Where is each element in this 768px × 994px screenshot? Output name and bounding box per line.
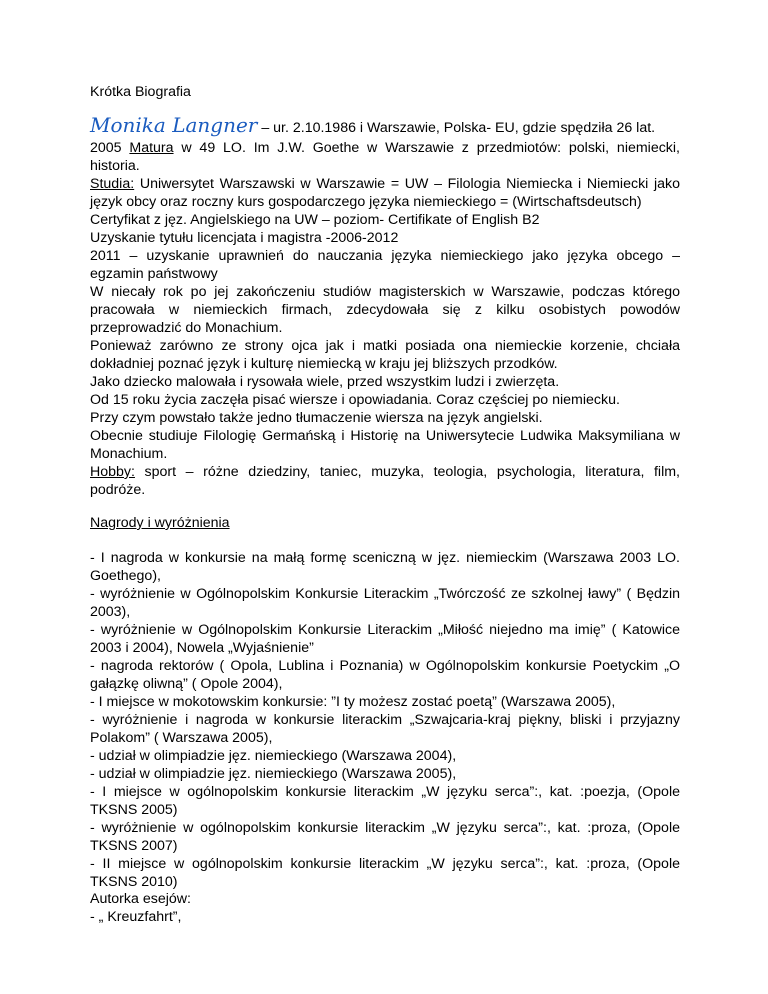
biography — [90, 139, 680, 499]
matura-label: Matura — [129, 140, 174, 156]
bio-obecnie: Obecnie studiuje Filologię Germańską i Historię na Uniwersytecie Ludwika Maksymiliana w Monachium. — [90, 428, 680, 462]
essays-heading: Autorka esejów: — [90, 891, 191, 907]
list-item: - udział w olimpiadzie jęz. niemieckiego (Warszawa 2005), — [90, 766, 457, 782]
birth-info: – ur. 2.10.1986 i Warszawie, Polska- EU, gdzie spędziła 26 lat. — [257, 120, 656, 136]
bio-dziecko: Jako dziecko malowała i rysowała wiele, przed wszystkim ludzi i zwierzęta. — [90, 374, 560, 390]
list-item: - wyróżnienie i nagroda w konkursie literackim „Szwajcaria-kraj piękny, bliski i przyjazny Polakom” ( Warszawa 2005), — [90, 712, 680, 746]
bio-korzenie: Ponieważ zarówno ze strony ojca jak i matki posiada ona niemieckie korzenie, chciała dokładniej poznać język i kulturę niemiecką w kraju jej bliższych przodków. — [90, 338, 680, 372]
list-item: - I miejsce w mokotowskim konkursie: ”I ty możesz zostać poetą” (Warszawa 2005), — [90, 694, 616, 710]
bio-hobby: Hobby: sport – różne dziedziny, taniec, muzyka, teologia, psychologia, literatura, film, podróże. — [90, 464, 680, 498]
studia-label: Studia: — [90, 176, 135, 192]
list-item: - „ Kreuzfahrt”, — [90, 909, 182, 925]
author-name: Monika Langner — [90, 113, 258, 137]
list-item: - I miejsce w ogólnopolskim konkursie literackim „W języku serca”:, kat. :poezja, (Opole TKSNS 2005) — [90, 784, 680, 818]
name-line — [90, 113, 656, 137]
page-heading: Krótka Biografia — [90, 84, 191, 100]
bio-cert: Certyfikat z jęz. Angielskiego na UW – poziom- Certifikate of English B2 — [90, 212, 540, 228]
bio-monachium: W niecały rok po jej zakończeniu studiów magisterskich w Warszawie, podczas którego pracowała w niemieckich firmach, zdecydowała się z kilku osobistych powodów przeprowadzić do Monachium. — [90, 284, 680, 336]
bio-matura: 2005 Matura w 49 LO. Im J.W. Goethe w Warszawie z przedmiotów: polski, niemiecki, historia. — [90, 140, 680, 174]
list-item: - wyróżnienie w Ogólnopolskim Konkursie Literackim „Miłość niejedno ma imię” ( Katowice 2003 i 2004), Nowela „Wyjaśnienie” — [90, 622, 680, 656]
bio-tlumaczenie: Przy czym powstało także jedno tłumaczenie wiersza na język angielski. — [90, 410, 543, 426]
list-item: - II miejsce w ogólnopolskim konkursie literackim „W języku serca”:, kat. :proza, (Opole TKSNS 2010) — [90, 856, 680, 890]
bio-studia: Studia: Uniwersytet Warszawski w Warszawie = UW – Filologia Niemiecka i Niemiecki jako język obcy oraz roczny kurs gospodarczego języka niemieckiego = (Wirtschaftsdeutsch) — [90, 176, 680, 210]
bio-titles: Uzyskanie tytułu licencjata i magistra -2006-2012 — [90, 230, 399, 246]
list-item: - wyróżnienie w ogólnopolskim konkursie literackim „W języku serca”:, kat. :proza, (Opole TKSNS 2007) — [90, 820, 680, 854]
hobby-label: Hobby: — [90, 464, 135, 480]
list-item: - I nagroda w konkursie na małą formę sceniczną w jęz. niemieckim (Warszawa 2003 LO. Goethego), — [90, 550, 680, 584]
list-item: - udział w olimpiadzie jęz. niemieckiego (Warszawa 2004), — [90, 748, 457, 764]
bio-uprawnienia: 2011 – uzyskanie uprawnień do nauczania języka niemieckiego jako języka obcego – egzamin państwowy — [90, 248, 680, 282]
awards-list — [90, 549, 680, 891]
list-item: - nagroda rektorów ( Opola, Lublina i Poznania) w Ogólnopolskim konkursie Poetyckim „O gałązkę oliwną” ( Opole 2004), — [90, 658, 680, 692]
list-item: - wyróżnienie w Ogólnopolskim Konkursie Literackim „Twórczość ze szkolnej ławy” ( Będzin 2003), — [90, 586, 680, 620]
bio-wiersze: Od 15 roku życia zaczęła pisać wiersze i opowiadania. Coraz częściej po niemiecku. — [90, 392, 620, 408]
awards-heading: Nagrody i wyróżnienia — [90, 515, 230, 531]
